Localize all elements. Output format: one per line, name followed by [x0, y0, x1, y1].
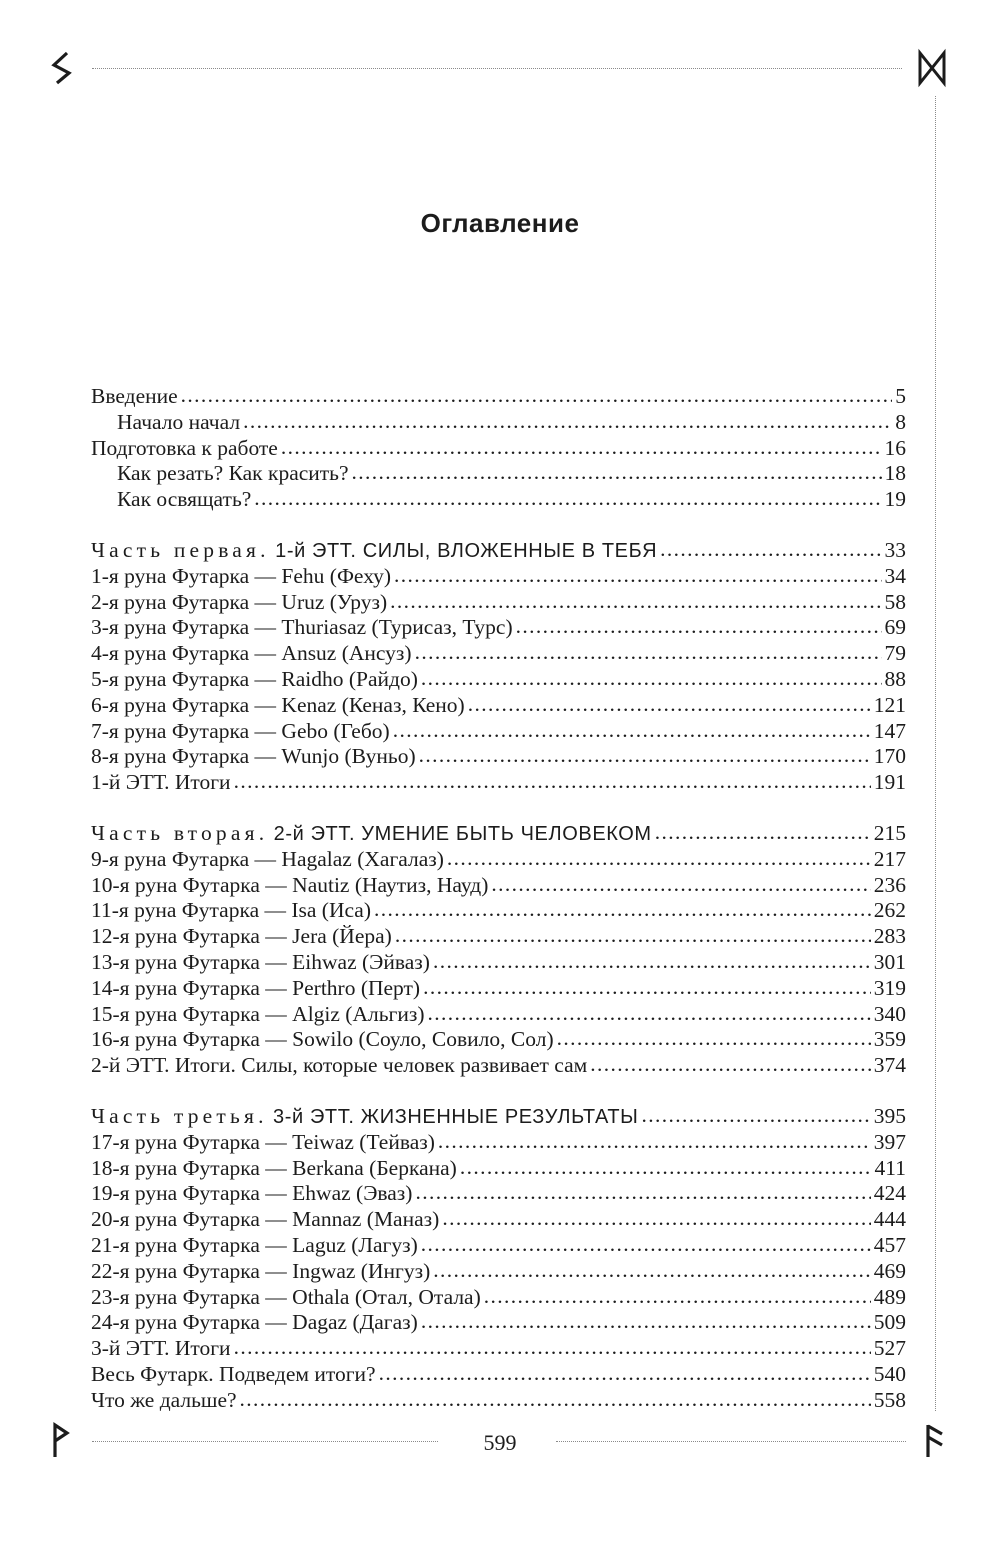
dot-leader: [395, 924, 871, 949]
toc-entry-label: 10-я руна Футарка — Nautiz (Наутиз, Науд): [91, 872, 489, 897]
dot-leader: [433, 950, 871, 975]
toc-entry-page: 88: [884, 666, 906, 691]
toc-entry-page: 236: [873, 872, 906, 897]
toc-entry-label: 3-й ЭТТ. Итоги: [91, 1336, 231, 1361]
dot-leader: [352, 461, 882, 486]
table-of-contents: [91, 384, 906, 1438]
dot-leader: [484, 1285, 871, 1310]
toc-part-heading[interactable]: [91, 538, 906, 564]
dot-leader: [590, 1053, 871, 1078]
toc-entry-page: 359: [873, 1027, 906, 1052]
toc-entry-page: 424: [873, 1181, 906, 1206]
dagaz-rune-icon: [916, 48, 948, 88]
dot-leader: [460, 1156, 872, 1181]
part-heading-label: [91, 538, 657, 564]
toc-entry-page: 147: [873, 718, 906, 743]
toc-entry-label: 6-я руна Футарка — Kenaz (Кеназ, Кено): [91, 692, 465, 717]
part-title: 2-й ЭТТ. УМЕНИЕ БЫТЬ ЧЕЛОВЕКОМ: [273, 822, 652, 845]
part-number: Часть вторая.: [91, 820, 269, 845]
toc-group-part-three: [91, 1104, 906, 1414]
toc-entry[interactable]: [91, 1336, 906, 1362]
toc-part-heading[interactable]: [91, 1104, 906, 1130]
part-heading-label: [91, 1104, 638, 1130]
toc-entry-label: 21-я руна Футарка — Laguz (Лагуз): [91, 1232, 418, 1257]
dot-leader: [254, 487, 881, 512]
toc-entry-label: 22-я руна Футарка — Ingwaz (Ингуз): [91, 1258, 431, 1283]
top-border-rule: [92, 68, 902, 69]
toc-entry-label: 23-я руна Футарка — Othala (Отал, Отала): [91, 1284, 481, 1309]
toc-entry-page: 18: [884, 461, 906, 486]
toc-entry[interactable]: [91, 950, 906, 976]
part-number: Часть первая.: [91, 537, 270, 562]
toc-entry-label: 11-я руна Футарка — Isa (Иса): [91, 898, 372, 923]
toc-entry-page: 69: [884, 615, 906, 640]
toc-entry-page: 79: [884, 641, 906, 666]
dot-leader: [234, 770, 871, 795]
dot-leader: [281, 436, 882, 461]
toc-entry[interactable]: [91, 1233, 906, 1259]
toc-entry-page: 509: [873, 1310, 906, 1335]
toc-entry-page: 301: [873, 949, 906, 974]
toc-entry-label: Как резать? Как красить?: [117, 461, 349, 486]
right-border-rule: [935, 96, 936, 1411]
toc-group-part-two: [91, 821, 906, 1079]
toc-entry-label: 20-я руна Футарка — Mannaz (Маназ): [91, 1207, 440, 1232]
dot-leader: [415, 1181, 870, 1206]
dot-leader: [374, 898, 871, 923]
toc-entry-page: 262: [873, 898, 906, 923]
dot-leader: [390, 590, 881, 615]
toc-entry-label: 1-я руна Футарка — Fehu (Феху): [91, 563, 392, 588]
dot-leader: [468, 693, 871, 718]
toc-entry-label: Весь Футарк. Подведем итоги?: [91, 1361, 376, 1386]
toc-entry[interactable]: [91, 873, 906, 899]
toc-entry[interactable]: [91, 436, 906, 462]
toc-entry[interactable]: [91, 1002, 906, 1028]
dot-leader: [394, 564, 881, 589]
dot-leader: [181, 384, 893, 409]
toc-entry[interactable]: [91, 1053, 906, 1079]
toc-entry-page: 540: [873, 1361, 906, 1386]
toc-entry-page: 340: [873, 1001, 906, 1026]
dot-leader: [433, 1259, 871, 1284]
toc-entry-label: 17-я руна Футарка — Teiwaz (Тейваз): [91, 1129, 435, 1154]
dot-leader: [516, 615, 882, 640]
toc-entry-page: 469: [873, 1258, 906, 1283]
toc-group-part-one: [91, 538, 906, 796]
dot-leader: [447, 847, 871, 872]
dot-leader: [442, 1207, 870, 1232]
toc-entry-page: 191: [873, 770, 906, 795]
toc-part-heading[interactable]: [91, 821, 906, 847]
toc-entry-page: 527: [873, 1336, 906, 1361]
sowilo-rune-icon: [46, 48, 78, 88]
toc-entry[interactable]: [91, 924, 906, 950]
toc-entry-page: 457: [873, 1232, 906, 1257]
toc-entry-label: Что же дальше?: [91, 1387, 237, 1412]
toc-entry-page: 8: [895, 409, 906, 434]
toc-entry[interactable]: [91, 1388, 906, 1414]
toc-entry-page: 319: [873, 975, 906, 1000]
toc-entry[interactable]: [91, 1130, 906, 1156]
dot-leader: [660, 538, 881, 563]
toc-entry-page: 121: [873, 692, 906, 717]
toc-entry-label: 1-й ЭТТ. Итоги: [91, 770, 231, 795]
toc-entry[interactable]: [91, 461, 906, 487]
toc-entry-label: 12-я руна Футарка — Jera (Йера): [91, 924, 392, 949]
toc-entry[interactable]: [91, 564, 906, 590]
toc-entry-label: 13-я руна Футарка — Eihwaz (Эйваз): [91, 949, 430, 974]
toc-entry[interactable]: [91, 1181, 906, 1207]
toc-entry[interactable]: [91, 847, 906, 873]
dot-leader: [655, 821, 871, 846]
dot-leader: [557, 1027, 871, 1052]
page-title: Оглавление: [420, 208, 580, 238]
dot-leader: [415, 641, 882, 666]
toc-entry[interactable]: [91, 384, 906, 410]
toc-entry-label: 14-я руна Футарка — Perthro (Перт): [91, 975, 421, 1000]
toc-entry[interactable]: [91, 1207, 906, 1233]
toc-entry-page: 215: [873, 820, 906, 845]
toc-entry[interactable]: [91, 719, 906, 745]
dot-leader: [428, 1002, 871, 1027]
toc-entry-label: Начало начал: [117, 409, 241, 434]
toc-entry-page: 170: [873, 744, 906, 769]
toc-entry-page: 374: [873, 1053, 906, 1078]
toc-entry-page: 16: [884, 435, 906, 460]
dot-leader: [641, 1104, 870, 1129]
toc-entry[interactable]: [91, 770, 906, 796]
toc-entry[interactable]: [91, 976, 906, 1002]
toc-entry-label: 2-я руна Футарка — Uruz (Уруз): [91, 589, 388, 614]
toc-entry-page: 5: [895, 384, 906, 408]
toc-entry-page: 217: [873, 846, 906, 871]
toc-entry[interactable]: [91, 410, 906, 436]
toc-entry-label: 9-я руна Футарка — Hagalaz (Хагалаз): [91, 846, 444, 871]
toc-entry[interactable]: [91, 667, 906, 693]
toc-entry-label: 15-я руна Футарка — Algiz (Альгиз): [91, 1001, 425, 1026]
toc-entry-page: 283: [873, 924, 906, 949]
toc-entry-label: 7-я руна Футарка — Gebo (Гебо): [91, 718, 390, 743]
dot-leader: [491, 873, 870, 898]
dot-leader: [234, 1336, 871, 1361]
part-title: 3-й ЭТТ. ЖИЗНЕННЫЕ РЕЗУЛЬТАТЫ: [273, 1105, 639, 1128]
toc-entry-page: 397: [873, 1129, 906, 1154]
toc-entry[interactable]: [91, 1259, 906, 1285]
dot-leader: [421, 1310, 871, 1335]
dot-leader: [379, 1362, 871, 1387]
dot-leader: [243, 410, 892, 435]
toc-entry[interactable]: [91, 1362, 906, 1388]
toc-entry-label: 16-я руна Футарка — Sowilo (Соуло, Совило, Сол): [91, 1027, 554, 1052]
dot-leader: [423, 976, 871, 1001]
toc-entry[interactable]: [91, 1027, 906, 1053]
toc-entry-label: 8-я руна Футарка — Wunjo (Вуньо): [91, 744, 416, 769]
toc-entry-label: 5-я руна Футарка — Raidho (Райдо): [91, 666, 418, 691]
page-number: 599: [483, 1430, 517, 1455]
toc-entry[interactable]: [91, 487, 906, 513]
toc-entry[interactable]: [91, 1285, 906, 1311]
toc-entry-label: 3-я руна Футарка — Thuriasaz (Турисаз, Турс): [91, 615, 513, 640]
toc-entry[interactable]: [91, 744, 906, 770]
toc-entry-page: 395: [873, 1103, 906, 1128]
toc-entry-label: 18-я руна Футарка — Berkana (Беркана): [91, 1155, 457, 1180]
toc-entry[interactable]: [91, 590, 906, 616]
toc-entry-page: 444: [873, 1207, 906, 1232]
toc-entry-page: 58: [884, 589, 906, 614]
toc-entry-page: 19: [884, 487, 906, 512]
dot-leader: [419, 744, 871, 769]
toc-entry[interactable]: [91, 898, 906, 924]
toc-entry[interactable]: [91, 641, 906, 667]
toc-entry-page: 33: [884, 537, 906, 562]
toc-group-introduction: [91, 384, 906, 513]
toc-entry[interactable]: [91, 693, 906, 719]
dot-leader: [421, 667, 882, 692]
toc-entry[interactable]: [91, 1156, 906, 1182]
toc-entry-label: 4-я руна Футарка — Ansuz (Ансуз): [91, 641, 412, 666]
part-title: 1-й ЭТТ. СИЛЫ, ВЛОЖЕННЫЕ В ТЕБЯ: [275, 539, 658, 562]
toc-entry-label: 2-й ЭТТ. Итоги. Силы, которые человек развивает сам: [91, 1053, 588, 1078]
toc-entry-label: Введение: [91, 384, 178, 408]
toc-entry-page: 558: [873, 1387, 906, 1412]
toc-entry-page: 34: [884, 563, 906, 588]
part-number: Часть третья.: [91, 1103, 268, 1128]
toc-entry-label: Как освящать?: [117, 487, 252, 512]
part-heading-label: [91, 821, 652, 847]
dot-leader: [438, 1130, 871, 1155]
toc-entry[interactable]: [91, 1310, 906, 1336]
toc-entry-label: 24-я руна Футарка — Dagaz (Дагаз): [91, 1310, 418, 1335]
dot-leader: [240, 1388, 871, 1413]
toc-entry-page: 489: [873, 1284, 906, 1309]
toc-entry-page: 411: [874, 1155, 906, 1180]
toc-entry-label: Подготовка к работе: [91, 435, 278, 460]
toc-entry-label: 19-я руна Футарка — Ehwaz (Эваз): [91, 1181, 413, 1206]
dot-leader: [421, 1233, 871, 1258]
toc-entry[interactable]: [91, 615, 906, 641]
dot-leader: [393, 719, 871, 744]
